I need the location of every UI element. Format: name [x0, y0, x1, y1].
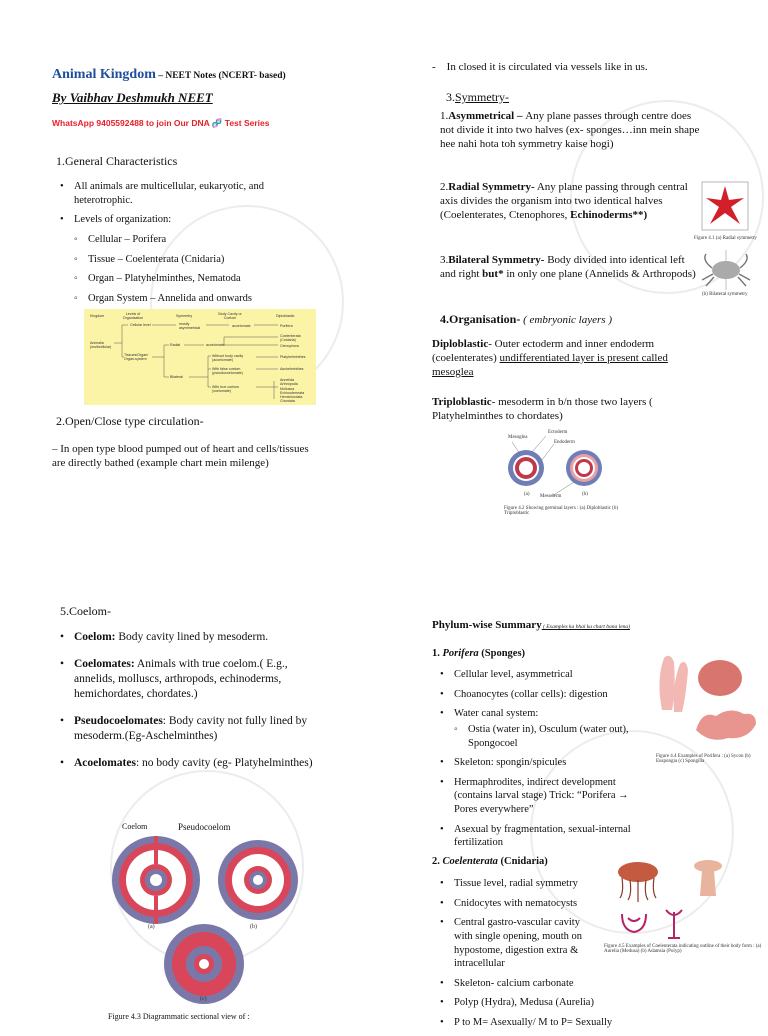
- chart-cell: Without body cavity (acoelomate): [212, 354, 244, 362]
- starfish-icon: [700, 180, 750, 234]
- chart-cell: Radial: [170, 343, 181, 347]
- chart-cell: Animalia (multicellular): [90, 341, 112, 349]
- porifera-heading: 1. Porifera (Sponges): [432, 648, 526, 659]
- list-item: ◦ Cellular – Porifera: [56, 233, 316, 247]
- chart-phylum: Porifera: [280, 324, 293, 328]
- bottom-left-page: [0, 512, 384, 1024]
- figure-caption: Figure 4.3 Diagrammatic sectional view of :: [108, 1012, 250, 1021]
- top-right-page: [384, 0, 768, 516]
- list-item: • Skeleton: spongin/spicules: [436, 756, 654, 770]
- figure-caption: Figure 4.5 Examples of Coelenterata indicating outline of their body form : (a) Aurelia (Medusa) (b) Adamsia (Polyp): [604, 944, 762, 954]
- general-list: [56, 180, 316, 311]
- symmetry-item-2: 2.Radial Symmetry- Any plane passing through central axis divides the organism into two identical halves (Coelenterates, Ctenophores, Echinoderms**): [440, 181, 688, 221]
- chart-cell: mostly asymmetrical: [179, 322, 201, 330]
- organisation-heading: 4.Organisation- ( embryonic layers ): [440, 312, 612, 326]
- figure-caption: (b) Bilateral symmetry: [702, 292, 748, 297]
- chart-cell: acoelomate: [232, 324, 251, 328]
- coelom-list: [56, 630, 331, 783]
- chart-header: Body Cavity or Coelom: [218, 312, 242, 320]
- list-item: • Acoelomates: no body cavity (eg- Platyhelminthes): [56, 756, 331, 771]
- figure-label: Mesoderm: [540, 494, 562, 499]
- radial-symmetry-figure: [694, 180, 766, 246]
- list-item: • P to M= Asexually/ M to P= Sexually: [436, 1016, 694, 1030]
- coelom-heading: 5.Coelom-: [60, 604, 111, 618]
- figure-label: Pseudocoelom: [178, 822, 231, 832]
- chart-lines: [84, 309, 316, 405]
- general-heading: 1.General Characteristics: [56, 154, 178, 168]
- list-item: ◦ Organ – Platyhelminthes, Nematoda: [56, 272, 316, 286]
- chart-header: Levels of Organisation: [122, 312, 144, 320]
- figure-label: (a): [524, 492, 530, 497]
- list-item: • Pseudocoelomates: Body cavity not fully lined by mesoderm.(Eg-Aschelminthes): [56, 714, 331, 744]
- chart-phylum: Mollusca: [280, 386, 295, 391]
- bilateral-symmetry-figure: [694, 250, 766, 300]
- diploblastic-text: Diploblastic- Outer ectoderm and inner endoderm (coelenterates) undifferentiated layer is present called mesoglea: [432, 338, 668, 378]
- author-line: By Vaibhav Deshmukh NEET: [52, 90, 213, 105]
- crab-icon: [698, 250, 754, 290]
- figure-label: Coelom: [122, 822, 148, 831]
- list-item: ◦ Organ System – Annelida and onwards: [56, 292, 316, 306]
- list-item: ◦ Ostia (water in), Osculum (water out), Spongocoel: [436, 723, 654, 750]
- list-item: • Central gastro-vascular cavity with single opening, mouth on hypostome, digestion extra & intracellular: [436, 916, 600, 971]
- figure-label: Mesoglea: [508, 435, 528, 440]
- list-item: • Levels of organization:: [56, 213, 316, 227]
- list-item: • Tissue level, radial symmetry: [436, 877, 664, 891]
- porifera-figure: [652, 650, 764, 762]
- list-item: ◦ Tissue – Coelenterata (Cnidaria): [56, 253, 316, 267]
- symmetry-item-1: 1.Asymmetrical – Any plane passes through centre does not divide it into two halves (ex- sponges…inn mein shape hee nahi hota toh symmetry kaise hogi): [440, 110, 700, 150]
- porifera-list: [436, 668, 654, 856]
- list-item: • Coelomates: Animals with true coelom.( E.g., annelids, molluscs, arthropods, echinoderms, hemichordates, chordates.): [56, 657, 331, 702]
- list-item: • All animals are multicellular, eukaryotic, and heterotrophic.: [56, 180, 316, 207]
- figure-caption: Figure 4.1 (a) Radial symmetry: [694, 236, 757, 241]
- classification-chart: [84, 309, 316, 405]
- figure-caption: Figure 4.2 Showing germinal layers : (a) Diploblastic (b) Triploblastic: [504, 506, 619, 516]
- list-item: • Coelom: Body cavity lined by mesoderm.: [56, 630, 331, 645]
- coelenterata-list: [436, 877, 613, 1036]
- chart-phylum: Arthropoda: [280, 382, 298, 387]
- chart-cell: With false coelom (pseudocoelomate): [212, 367, 243, 375]
- chart-phylum: Platyhelminthes: [280, 355, 306, 359]
- bottom-right-page: [384, 512, 768, 1029]
- chart-phylum: Chordata: [280, 399, 295, 404]
- chart-phylum: Annelida: [280, 378, 294, 382]
- chart-cell: acoelomate: [206, 343, 225, 347]
- chart-header: Symmetry: [176, 314, 193, 318]
- top-left-page: [0, 0, 384, 512]
- figure-caption: Figure 4.4 Examples of Porifera : (a) Sycon (b) Euspongia (c) Spongilla: [656, 754, 751, 764]
- germ-layer-figure: [502, 430, 622, 522]
- chart-phylum: Aschelminthes: [280, 367, 304, 371]
- list-item: • Hermaphrodites, indirect development (contains larval stage) Trick: “Porifera → Pores everywhere”: [436, 776, 654, 817]
- chart-phylum: Echinodermata: [280, 390, 305, 395]
- cnidarian-illustration: [604, 858, 764, 944]
- chart-cell: With true coelom (coelomate): [212, 385, 239, 393]
- page-title: Animal Kingdom – NEET Notes (NCERT- based): [52, 67, 286, 82]
- chart-cell: Bilateral: [170, 375, 183, 379]
- circulation-closed: - In closed it is circulated via vessels like in us.: [432, 61, 648, 73]
- triploblastic-text: Triploblastic- mesoderm in b/n those two layers ( Platyhelminthes to chordates): [432, 396, 653, 422]
- circulation-heading: 2.Open/Close type circulation-: [56, 414, 204, 428]
- whatsapp-line: WhatsApp 9405592488 to join Our DNA 🧬 Test Series: [52, 118, 270, 128]
- coelom-diagram: [108, 832, 308, 1002]
- list-item: • Skeleton- calcium carbonate: [436, 977, 600, 991]
- figure-label: (a): [148, 924, 155, 930]
- figure-label: Ectoderm: [548, 430, 568, 435]
- chart-cell: Tissues/Organ/ Organ-system: [124, 353, 149, 361]
- phylum-heading: Phylum-wise Summary ( Examples ka bhai ka chart bana lena): [432, 619, 630, 631]
- figure-label: (b): [582, 492, 588, 497]
- list-item: • Cnidocytes with nematocysts: [436, 897, 664, 911]
- coelenterata-heading: 2. Coelenterata (Cnidaria): [432, 856, 548, 867]
- list-item: • Water canal system:: [436, 707, 654, 721]
- coelom-figure: [108, 818, 308, 1024]
- chart-header: Kingdom: [90, 314, 105, 318]
- list-item: • Polyp (Hydra), Medusa (Aurelia): [436, 996, 600, 1010]
- list-item: • Choanocytes (collar cells): digestion: [436, 688, 654, 702]
- symmetry-item-3: 3.Bilateral Symmetry- Body divided into identical left and right but* in only one plane (Annelids & Arthropods): [440, 254, 696, 280]
- circulation-open: – In open type blood pumped out of heart and cells/tissues are directly bathed (example chart mein milenge): [52, 443, 309, 469]
- chart-cell: Cellular level: [130, 323, 151, 327]
- figure-label: (b): [250, 924, 257, 930]
- sponge-illustration: [652, 650, 764, 754]
- symmetry-heading: 3.Symmetry-: [446, 90, 509, 104]
- list-item: • Cellular level, asymmetrical: [436, 668, 654, 682]
- coelenterata-figure: [604, 858, 764, 958]
- chart-phylum: Hemichordata: [280, 395, 303, 400]
- chart-header: Diploblastic: [276, 314, 295, 318]
- chart-phylum: Coelenterata (Cnidaria): [280, 334, 301, 343]
- figure-label: Endoderm: [554, 440, 575, 445]
- chart-phylum: Ctenophora: [280, 344, 299, 348]
- figure-label: (c): [200, 996, 207, 1002]
- list-item: • Asexual by fragmentation, sexual-internal fertilization: [436, 823, 654, 850]
